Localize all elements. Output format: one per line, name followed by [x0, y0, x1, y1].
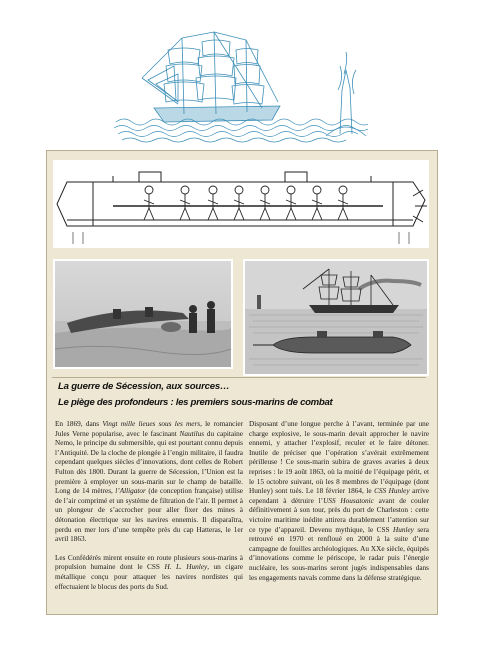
hunley-photo-frame — [53, 259, 233, 369]
paragraph-hunley-attack: Disposant d’une longue perche à l’avant, terminée par une charge explosive, le sous-marin devait approcher le navire ennemi, y attacher l’explosif, reculer et le faire détoner. Inutile de préciser que l’opération s’avérait extrêmement périlleuse ! Ce sous-marin subira de graves avaries à deux reprises : le 19 août 1863, où la moitié de l’équipage périt, et le 15 octobre suivant, où les 8 membres de l’équipage (dont Hunley) sont tués. Le 18 février 1864, le CSS Hunley arrive cependant à détruire l’USS Housatonic avant de couler définitivement à son tour, près du port de Charleston : cette victoire maritime inédite attirera durablement l’attention sur ce type d’appareil. Devenu mythique, le CSS Hunley sera retrouvé en 1970 et renfloué en 2000 à la suite d’une campagne de fouilles archéologiques. Au XXe siècle, équipés d’innovations comme le périscope, le radar puis l’énergie nucléaire, les sous-marins seront jugés indispensables dans les engagements navals comme dans la défense stratégique. — [249, 420, 430, 582]
hunley-on-shore-photo — [53, 259, 233, 369]
sailing-ship-illustration — [112, 30, 368, 148]
article-column-right — [249, 420, 429, 583]
housatonic-and-hunley-engraving — [243, 259, 429, 376]
caption-subtitle: Le piège des profondeurs : les premiers sous-marins de combat — [58, 397, 333, 408]
submarine-cross-section-diagram — [53, 160, 429, 248]
paragraph-confederates: Les Confédérés mirent ensuite en route plusieurs sous-marins à propulsion humaine dont le CSS H. L. Hunley, un cigare métallique conçu pour attaquer les navires nordistes qui effectuaient le blocus des ports du Sud. — [55, 553, 243, 591]
article-column-left — [55, 420, 243, 592]
photo-caption — [52, 377, 426, 414]
submarine-diagram-frame — [53, 160, 429, 248]
housatonic-photo-frame — [243, 259, 429, 376]
paragraph-verne-nautilus: En 1869, dans Vingt mille lieues sous les mers, le romancier Jules Verne popularise, avec le fascinant Nautilus du capitaine Nemo, le principe du submersible, qui est pourtant connu depuis l’Antiquité. De la cloche de plongée à l’engin militaire, il faudra cependant quelques siècles d’innovations, dont celles de Robert Fulton dès 1800. Durant la guerre de Sécession, l’Union est la première à employer un sous-marin sur le champ de bataille. Long de 14 mètres, l’Alligator (de conception française) utilise de l’air comprimé et un système de filtration de l’air. Il permet à un plongeur de s’accrocher pour aller fixer des mines à détonation électrique sur les navires ennemis. Il disparaîtra, perdu en mer lors d’une tempête près du cap Hatteras, le 1er avril 1863. — [55, 420, 244, 544]
caption-title: La guerre de Sécession, aux sources… — [58, 381, 230, 392]
